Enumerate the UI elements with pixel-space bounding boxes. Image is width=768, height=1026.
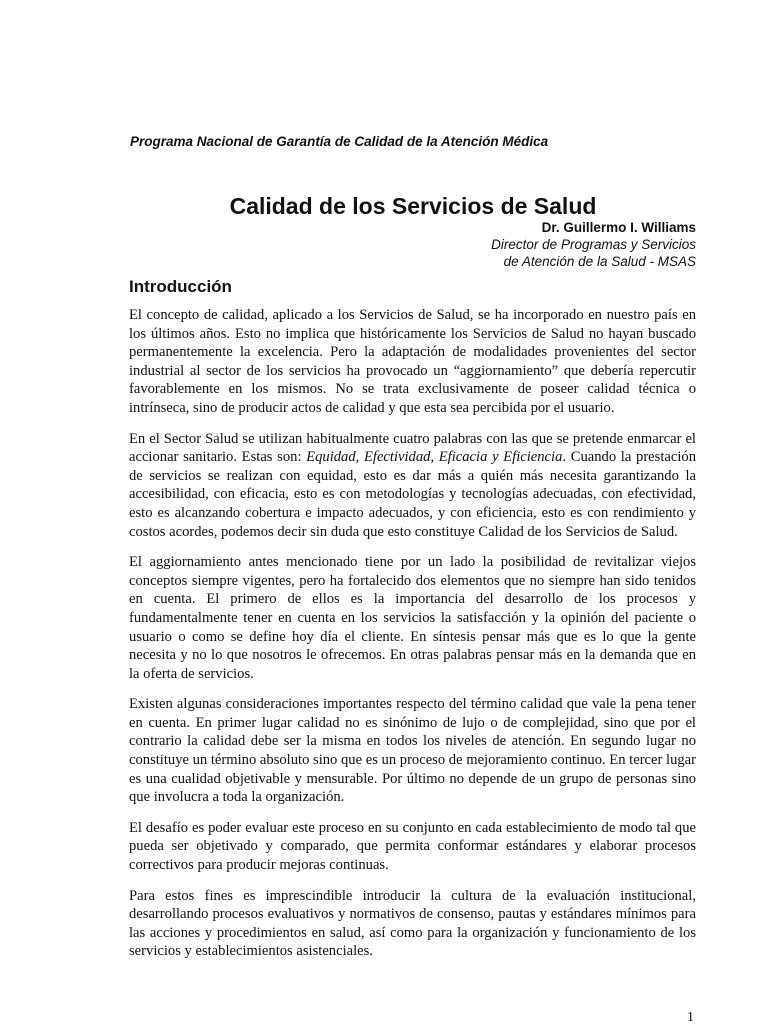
paragraph-2-intro: En el Sector Salud se utilizan habitualmente cuatro palabras con las que se pretende enmarcar el accionar sanitario. Estas son: <box>129 430 696 466</box>
paragraph-4: Existen algunas consideraciones importantes respecto del término calidad que vale la pena tener en cuenta. En primer lugar calidad no es sinónimo de lujo o de complejidad, sino que por el contrario la calidad debe ser la misma en todos los niveles de atención. En segundo lugar no constituye un término absoluto sino que es un proceso de mejoramiento continuo. En tercer lugar es una cualidad objetivable y mensurable. Por último no depende de un grupo de personas sino que involucra a toda la organización. <box>129 696 696 806</box>
paragraph-2 <box>129 430 696 542</box>
body-text <box>129 306 696 973</box>
page-number: 1 <box>687 1010 694 1025</box>
paragraph-2-terms: Equidad, Efectividad, Eficacia y Eficiencia <box>306 449 563 466</box>
paragraph-3: El aggiornamiento antes mencionado tiene por un lado la posibilidad de revitalizar viejos conceptos siempre vigentes, pero ha fortalecido dos elementos que no siempre han sido tenidos en cuenta. El primero de ellos es la importancia del desarrollo de los procesos y fundamentalmente tener en cuenta en los servicios la satisfacción y la opinión del paciente o usuario o como se define hoy día el cliente. En síntesis pensar más que es lo que la gente necesita y no lo que nosotros le ofrecemos. En otras palabras pensar más en la demanda que en la oferta de servicios. <box>129 554 696 682</box>
author-name: Dr. Guillermo I. Williams <box>541 220 696 235</box>
paragraph-1: El concepto de calidad, aplicado a los Servicios de Salud, se ha incorporado en nuestro país en los últimos años. Esto no implica que históricamente los Servicios de Salud no hayan buscado permanentemente la excelencia. Pero la adaptación de modalidades provenientes del sector industrial al sector de los servicios ha provocado un “aggiornamiento” que debería repercutir favorablemente en los mismos. No se trata exclusivamente de poseer calidad técnica o intrínseca, sino de producir actos de calidad y que esta sea percibida por el usuario. <box>129 307 696 416</box>
author-role-line-2: de Atención de la Salud - MSAS <box>503 254 696 269</box>
author-block <box>380 219 696 270</box>
paragraph-5: El desafío es poder evaluar este proceso en su conjunto en cada establecimiento de modo tal que pueda ser objetivado y comparado, que permita conformar estándares y elaborar procesos correctivos para producir mejoras continuas. <box>129 819 696 874</box>
paragraph-2-rest: . Cuando la prestación de servicios se realizan con equidad, esto es dar más a quién más necesita garantizando la accesibilidad, con eficacia, esto es con metodologías y tecnologías adecuadas, con efectividad, esto es alcanzando cobertura e impacto adecuados, y con eficiencia, esto es con rendimiento y costos acordes, podemos decir sin duda que esto constituye Calidad de los Servicios de Salud. <box>129 449 696 540</box>
program-header: Programa Nacional de Garantía de Calidad de la Atención Médica <box>130 134 549 149</box>
section-heading: Introducción <box>129 277 232 296</box>
document-title: Calidad de los Servicios de Salud <box>229 193 597 219</box>
author-role-line-1: Director de Programas y Servicios <box>491 237 696 252</box>
paragraph-6: Para estos fines es imprescindible introducir la cultura de la evaluación institucional, desarrollando procesos evaluativos y normativos de consenso, pautas y estándares mínimos para las acciones y procedimientos en salud, así como para la organización y funcionamiento de los servicios y establecimientos asistenciales. <box>129 887 696 960</box>
